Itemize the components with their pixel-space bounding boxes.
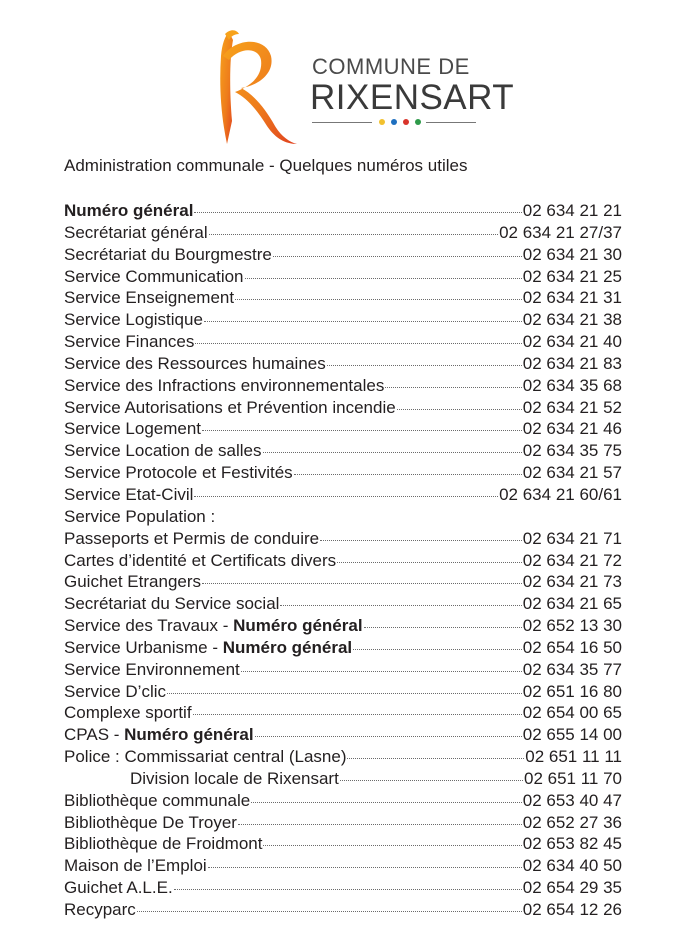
label-text: Maison de l’Emploi	[64, 856, 207, 876]
directory-label	[64, 266, 244, 288]
directory-row	[64, 681, 622, 703]
phone-number: 02 634 35 68	[522, 375, 622, 395]
directory-label	[64, 418, 201, 440]
directory-label	[64, 615, 363, 637]
dot-leader	[245, 278, 522, 279]
dot-leader	[194, 212, 521, 213]
phone-number: 02 634 21 40	[522, 332, 622, 352]
phone-number: 02 634 21 73	[522, 572, 622, 592]
directory-label	[64, 375, 384, 397]
directory-label	[64, 287, 234, 309]
phone-number: 02 634 21 57	[522, 463, 622, 483]
directory-row	[64, 266, 622, 288]
dot-leader	[241, 671, 522, 672]
phone-number: 02 634 21 52	[522, 397, 622, 417]
label-text: Guichet Etrangers	[64, 572, 202, 592]
phone-number: 02 634 21 30	[522, 244, 622, 264]
label-text: Service Environnement	[64, 659, 240, 679]
dot-leader	[255, 736, 522, 737]
directory-row	[64, 244, 622, 266]
phone-number: 02 653 40 47	[522, 790, 622, 810]
directory-row	[64, 724, 622, 746]
directory-label	[64, 550, 336, 572]
label-text: Service des Travaux -	[64, 616, 234, 636]
directory-label	[64, 309, 203, 331]
dot-leader	[194, 496, 498, 497]
phone-number: 02 634 21 83	[522, 353, 622, 373]
directory-label	[64, 222, 208, 244]
directory-row	[64, 462, 622, 484]
label-text: Service des Ressources humaines	[64, 353, 326, 373]
phone-number: 02 634 21 31	[522, 288, 622, 308]
dot-leader	[263, 452, 522, 453]
directory-row	[64, 309, 622, 331]
directory-row	[64, 637, 622, 659]
phone-number: 02 634 21 27/37	[499, 222, 622, 242]
directory-row	[64, 833, 622, 855]
directory-row	[64, 571, 622, 593]
directory-label	[64, 331, 194, 353]
commune-title-line2: RIXENSART	[310, 78, 515, 117]
phone-number: 02 651 16 80	[522, 681, 622, 701]
directory-row	[64, 615, 622, 637]
dot-leader	[202, 430, 522, 431]
dot-blue	[391, 119, 397, 125]
phone-number: 02 634 21 71	[522, 528, 622, 548]
dot-leader	[340, 780, 523, 781]
dot-leader	[209, 234, 498, 235]
phone-number: 02 652 13 30	[522, 616, 622, 636]
directory-row	[64, 659, 622, 681]
label-text: Service Enseignement	[64, 288, 235, 308]
directory-label	[64, 637, 352, 659]
directory-label	[64, 200, 193, 222]
phone-number: 02 634 21 46	[522, 419, 622, 439]
directory-label	[64, 528, 319, 550]
dot-leader	[167, 693, 522, 694]
directory-row	[64, 287, 622, 309]
directory-row	[64, 790, 622, 812]
label-text: Secrétariat du Bourgmestre	[64, 244, 272, 264]
label-text: Cartes d’identité et Certificats divers	[64, 550, 337, 570]
label-text: Guichet A.L.E.	[64, 878, 173, 898]
rixensart-logo-icon	[205, 26, 303, 146]
label-text: Bibliothèque communale	[64, 790, 251, 810]
directory-row	[64, 593, 622, 615]
dot-leader	[263, 845, 521, 846]
directory-label	[64, 659, 240, 681]
dot-leader	[204, 321, 522, 322]
label-text: Service Communication	[64, 266, 244, 286]
directory-row	[64, 331, 622, 353]
phone-number: 02 655 14 00	[522, 725, 622, 745]
phone-number: 02 651 11 11	[525, 747, 622, 767]
directory-label	[64, 681, 166, 703]
directory-label	[64, 833, 262, 855]
phone-number: 02 634 21 38	[522, 310, 622, 330]
phone-number: 02 634 35 75	[522, 441, 622, 461]
divider-left	[312, 122, 372, 123]
dot-leader	[238, 824, 522, 825]
dot-green	[415, 119, 421, 125]
phone-number: 02 654 29 35	[522, 878, 622, 898]
directory-row	[64, 353, 622, 375]
label-text: Bibliothèque de Froidmont	[64, 834, 263, 854]
directory-label	[64, 790, 250, 812]
dot-leader	[137, 911, 522, 912]
phone-number: 02 651 11 70	[524, 768, 622, 788]
label-text: Division locale de Rixensart	[130, 768, 339, 788]
directory-row	[64, 484, 622, 506]
directory-row	[64, 855, 622, 877]
phone-number: 02 652 27 36	[522, 812, 622, 832]
commune-title-line1: COMMUNE DE	[312, 54, 470, 79]
header	[0, 0, 677, 150]
directory-label	[64, 506, 215, 528]
dot-leader	[235, 299, 522, 300]
label-text: Service Finances	[64, 332, 195, 352]
directory-row	[64, 200, 622, 222]
directory-label	[64, 571, 201, 593]
dot-leader	[280, 605, 521, 606]
directory-label	[64, 440, 262, 462]
directory-label	[64, 244, 272, 266]
dot-leader	[294, 474, 522, 475]
dot-leader	[337, 562, 522, 563]
dot-leader	[320, 540, 522, 541]
dot-leader	[195, 343, 521, 344]
directory-label	[64, 855, 207, 877]
directory-label	[64, 724, 254, 746]
phone-number: 02 634 40 50	[522, 856, 622, 876]
label-text: Service Population :	[64, 506, 216, 526]
label-text: Service Autorisations et Prévention incendie	[64, 397, 396, 417]
phone-number: 02 634 21 65	[522, 594, 622, 614]
phone-number: 02 634 21 21	[522, 201, 622, 220]
divider-right	[426, 122, 476, 123]
directory-row	[64, 550, 622, 572]
label-text: Bibliothèque De Troyer	[64, 812, 237, 832]
directory-label	[64, 484, 193, 506]
dot-yellow	[379, 119, 385, 125]
directory-row	[64, 375, 622, 397]
directory-row	[64, 397, 622, 419]
directory-label	[64, 593, 279, 615]
label-text: Service Etat-Civil	[64, 484, 194, 504]
directory-label	[64, 702, 192, 724]
dot-leader	[385, 387, 521, 388]
directory-row	[64, 528, 622, 550]
dot-leader	[353, 649, 522, 650]
directory-row	[64, 768, 622, 790]
label-text: Passeports et Permis de conduire	[64, 528, 320, 548]
directory-label	[64, 812, 237, 834]
label-bold-text: Numéro général	[222, 637, 353, 657]
dot-leader	[364, 627, 522, 628]
directory-label	[64, 899, 136, 921]
dot-leader	[251, 802, 522, 803]
directory-label	[64, 768, 339, 790]
directory-label	[64, 353, 326, 375]
phone-number: 02 634 21 25	[522, 266, 622, 286]
directory-row	[64, 812, 622, 834]
label-text: Police : Commissariat central (Lasne)	[64, 747, 347, 767]
label-text: Recyparc	[64, 900, 136, 919]
phone-number: 02 634 21 72	[522, 550, 622, 570]
dot-leader	[327, 365, 522, 366]
label-text: Service Logistique	[64, 310, 203, 330]
directory-row	[64, 418, 622, 440]
dot-red	[403, 119, 409, 125]
phone-number: 02 654 00 65	[522, 703, 622, 723]
dot-leader	[347, 758, 524, 759]
directory-row	[64, 506, 622, 528]
label-text: Complexe sportif	[64, 703, 192, 723]
label-text: Secrétariat du Service social	[64, 594, 280, 614]
phone-directory	[64, 200, 622, 921]
directory-row	[64, 702, 622, 724]
dot-leader	[202, 583, 522, 584]
directory-label	[64, 397, 396, 419]
phone-number: 02 634 35 77	[522, 659, 622, 679]
label-text: Service Location de salles	[64, 441, 262, 461]
directory-row	[64, 746, 622, 768]
phone-number: 02 634 21 60/61	[499, 484, 622, 504]
phone-number: 02 653 82 45	[522, 834, 622, 854]
label-text: Service D’clic	[64, 681, 167, 701]
directory-label	[64, 462, 293, 484]
label-text: Secrétariat général	[64, 222, 208, 242]
directory-row	[64, 899, 622, 921]
directory-row	[64, 877, 622, 899]
label-text: Service des Infractions environnementales	[64, 375, 385, 395]
dot-leader	[174, 889, 522, 890]
directory-label	[64, 877, 173, 899]
label-text: Service Urbanisme -	[64, 637, 223, 657]
label-bold-text: Numéro général	[233, 616, 363, 636]
dot-leader	[193, 714, 522, 715]
directory-row	[64, 440, 622, 462]
label-bold-text: Numéro général	[124, 725, 254, 745]
label-text: Service Protocole et Festivités	[64, 463, 293, 483]
page-title: Administration communale - Quelques numéros utiles	[64, 156, 468, 175]
label-bold-text: Numéro général	[64, 201, 194, 220]
phone-number: 02 654 16 50	[522, 637, 622, 657]
directory-label	[64, 746, 346, 768]
label-text: Service Logement	[64, 419, 202, 439]
dot-leader	[273, 256, 522, 257]
label-text: CPAS -	[64, 725, 125, 745]
directory-row	[64, 222, 622, 244]
dot-leader	[208, 867, 522, 868]
phone-number: 02 654 12 26	[522, 900, 622, 919]
dot-leader	[397, 409, 522, 410]
